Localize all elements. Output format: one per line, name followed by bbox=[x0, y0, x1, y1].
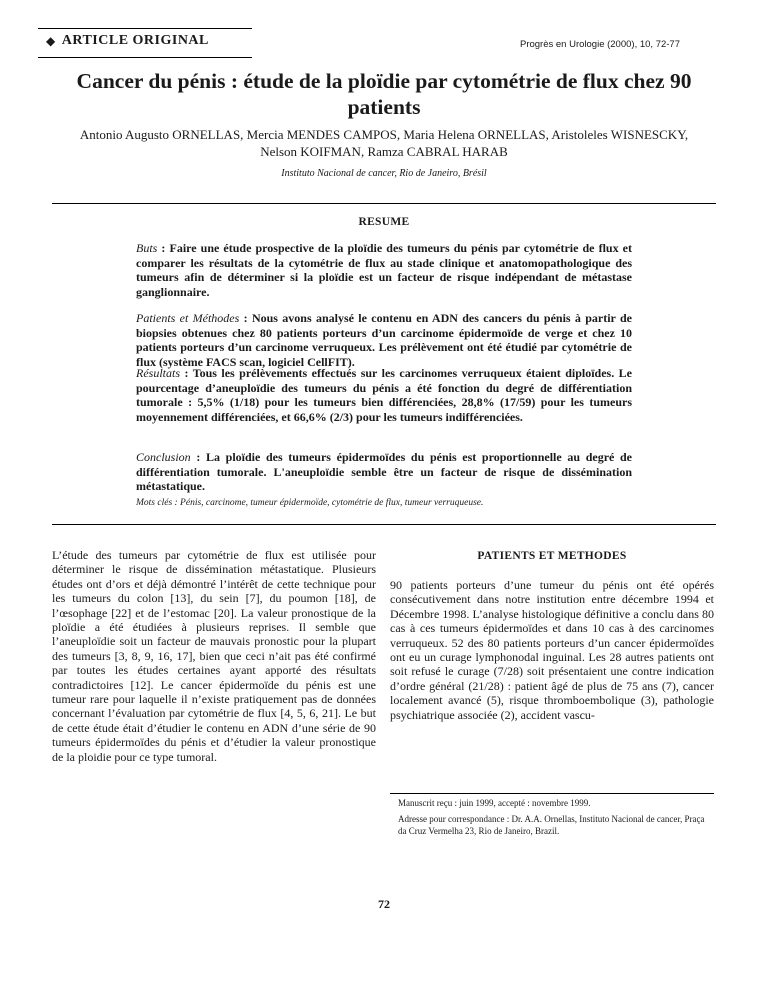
abstract-methods bbox=[136, 311, 632, 369]
diamond-icon: ◆ bbox=[46, 34, 56, 48]
article-title: Cancer du pénis : étude de la ploïdie par cytométrie de flux chez 90 patients bbox=[76, 69, 692, 119]
section-label-text: ARTICLE ORIGINAL bbox=[61, 33, 209, 48]
abstract-rule-bottom bbox=[52, 524, 716, 525]
abstract-aims bbox=[136, 241, 632, 299]
abstract-lead: Patients et Méthodes bbox=[136, 311, 240, 325]
abstract-heading: RESUME bbox=[358, 216, 410, 228]
abstract-rule-top bbox=[52, 203, 716, 204]
header-rule-top bbox=[38, 28, 252, 29]
abstract-text: : La ploïdie des tumeurs épidermoïdes du pénis est proportionnelle au degré de différentiation tumorale. L'aneuploïdie semble être un facteur de risque de dissémination métastatique. bbox=[136, 450, 632, 493]
author-list: Antonio Augusto ORNELLAS, Mercia MENDES CAMPOS, Maria Helena ORNELLAS, Aristoleles WISNESCKY, Nelson KOIFMAN, Ramza CABRAL HARAB bbox=[79, 127, 689, 159]
introduction-text: L’étude des tumeurs par cytométrie de flux est utilisée pour déterminer le risque de dissémination métastatique. Plusieurs études ont d’ors et déjà démontré l’intérêt de cette technique pour les tumeurs du colon [13], du sein [7], du poumon [18], de l’œsophage [22] et de l’estomac [20]. La valeur pronostique de la ploïdie a été étudiées à plusieurs reprises. Il semble que l’aneuploïdie soit un facteur de mauvais pronostic pour la plupart des tumeurs [3, 8, 9, 16, 17], bien que ceci n’ait pas été confirmé par toutes les études certaines ayant apporté des résultats contradictoires [12]. Le cancer épidermoïde du pénis est une tumeur rare pour laquelle il n’existe pratiquement pas de données concernant l’évaluation par cytométrie de flux [4, 5, 6, 21]. Le but de cette étude était d’étudier le contenu en ADN d’une série de 90 tumeurs épidermoïdes du pénis et d’étudier la valeur pronostique de la ploidie pour ce type tumoral. bbox=[52, 548, 376, 764]
journal-reference: Progrès en Urologie (2000), 10, 72-77 bbox=[519, 39, 680, 50]
footnote-correspondence: Adresse pour correspondance : Dr. A.A. Ornellas, Instituto Nacional de cancer, Praça da Cruz Vermelha 23, Rio de Janeiro, Brazil. bbox=[398, 814, 705, 836]
abstract-results bbox=[136, 366, 632, 424]
header-rule-bottom bbox=[38, 57, 252, 58]
footnote-received: Manuscrit reçu : juin 1999, accepté : novembre 1999. bbox=[398, 798, 591, 808]
footnote-rule bbox=[390, 793, 714, 794]
keywords: Mots clés : Pénis, carcinome, tumeur épidermoïde, cytométrie de flux, tumeur verruqueuse. bbox=[136, 498, 484, 508]
abstract-text: : Faire une étude prospective de la ploïdie des tumeurs du pénis par cytométrie de flux et comparer les résultats de la cytométrie de flux au stade clinique et anatomopathologique des tumeurs afin de déterminer si la ploïdie est un facteur de risque indépendant de métastase ganglionnaire. bbox=[136, 241, 632, 299]
section-label bbox=[46, 33, 209, 49]
abstract-lead: Buts bbox=[136, 241, 158, 255]
page-number: 72 bbox=[378, 897, 390, 911]
abstract-lead: Conclusion bbox=[136, 450, 191, 464]
abstract-conclusion bbox=[136, 450, 632, 494]
methods-text: 90 patients porteurs d’une tumeur du pénis ont été opérés consécutivement dans notre institution entre décembre 1994 et Décembre 1998. L’analyse histologique définitive a conclu dans 80 cas à ces tumeurs épidermoïdes et dans 10 cas à des carcinomes verruqueux. 52 des 80 patients porteurs d’un cancer épidermoïdes ont eu un curage lymphonodal inguinal. Les 28 autres patients ont soit refusé le curage (7/28) soit présentaient une contre indication d’ordre général (21/28) : patient âgé de plus de 75 ans (7), cancer localement avancé (5), risque thromboembolique (3), pathologie psychiatrique associée (2), accident vascu- bbox=[390, 578, 714, 722]
abstract-text: : Nous avons analysé le contenu en ADN des cancers du pénis à partir de biopsies obtenues chez 80 patients porteurs d’un carcinome épidermoïde de verge et chez 10 patients porteurs d’un carcinome verruqueux. Les prélèvement ont été étudié par cytométrie de flux (système FACS scan, logiciel CellFIT). bbox=[136, 311, 632, 369]
abstract-text: : Tous les prélèvements effectués sur les carcinomes verruqueux étaient diploïdes. Le pourcentage d’aneuploïdie des tumeurs du pénis a été fonction du degré de différentiation tumorale : 5,5% (1/18) pour les tumeurs bien différenciées, 28,8% (17/59) pour les tumeurs moyennement différenciées, et 66,6% (2/3) pour les tumeurs indifférenciées. bbox=[136, 366, 632, 424]
affiliation: Instituto Nacional de cancer, Rio de Janeiro, Brésil bbox=[281, 168, 487, 179]
section-heading: PATIENTS ET METHODES bbox=[477, 550, 627, 562]
abstract-lead: Résultats bbox=[136, 366, 180, 380]
